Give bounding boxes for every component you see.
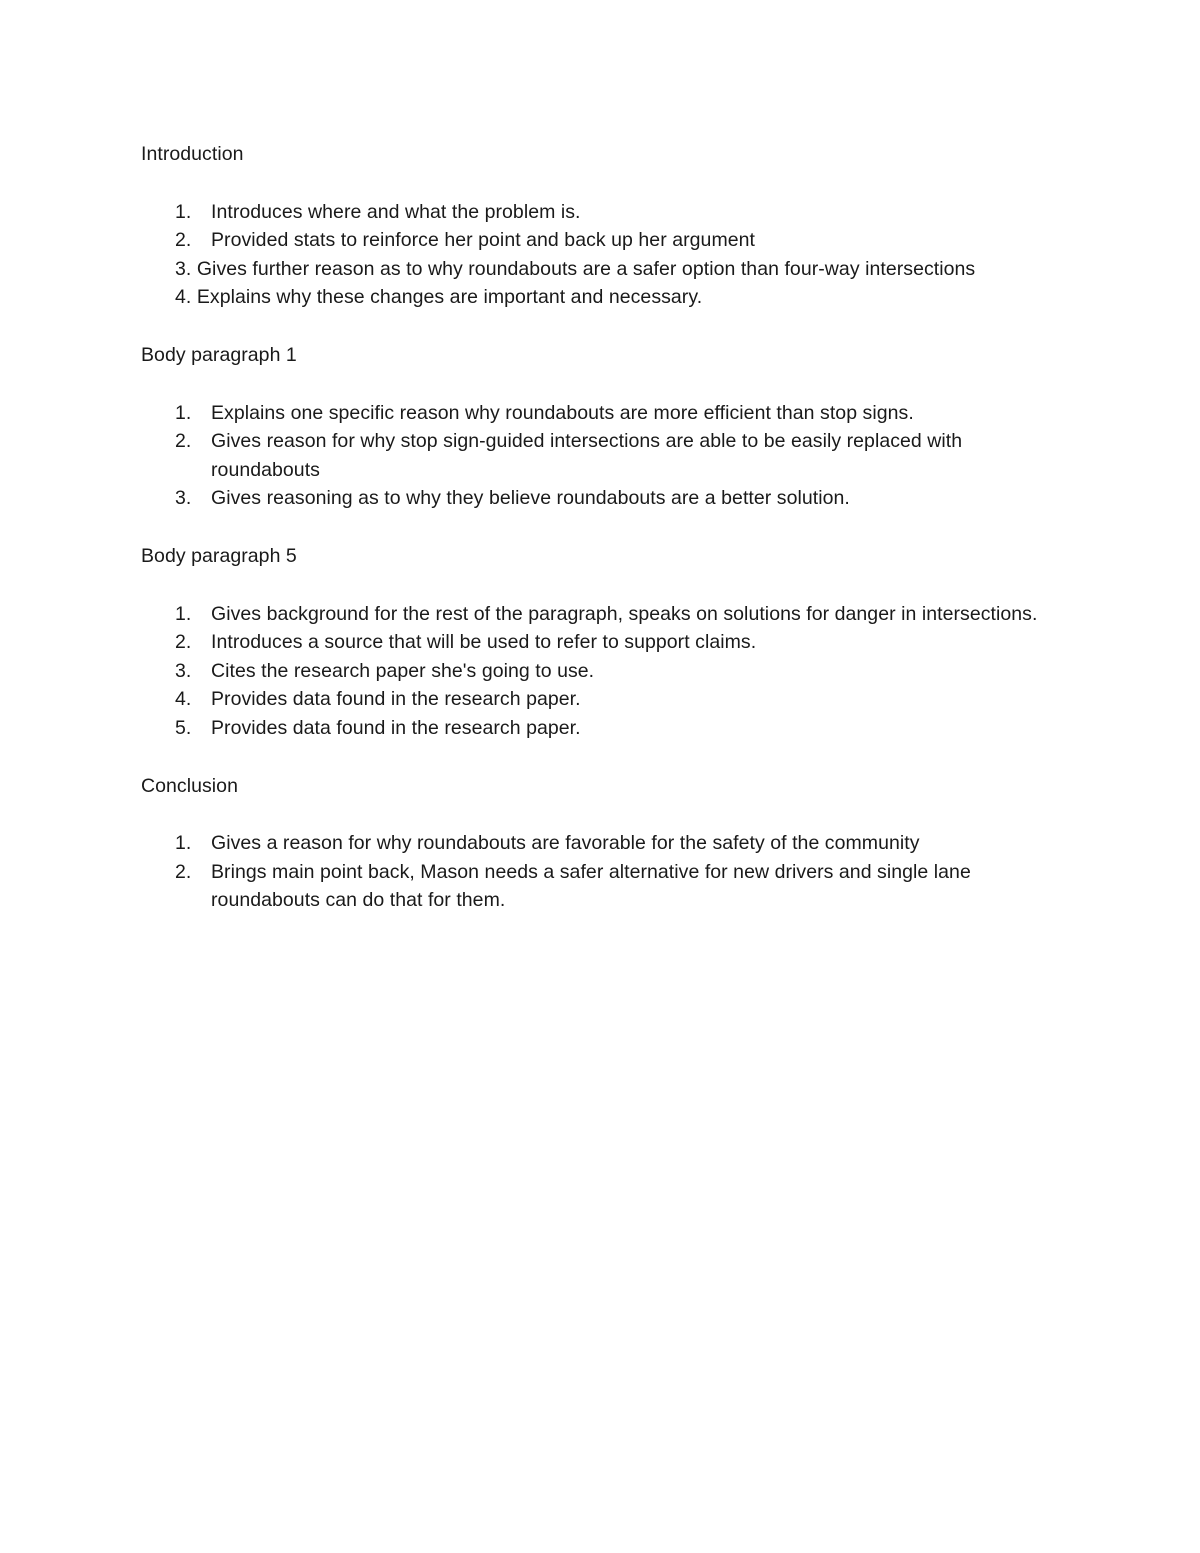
list-number: 4. [175,286,192,309]
list-item-text: Explains one specific reason why roundabouts are more efficient than stop signs. [211,401,914,424]
section-heading: Conclusion [141,774,238,797]
list-item-text: Cites the research paper she's going to use. [211,659,595,682]
section-body-paragraph-5 [141,542,1071,743]
list-item [141,858,1071,915]
list-item [141,657,1071,686]
list-item [141,600,1071,629]
numbered-list [141,399,1071,513]
list-item-text: Provides data found in the research paper. [211,688,581,711]
list-item-text: Gives reason for why stop sign-guided intersections are able to be easily replaced with roundabouts [211,430,963,481]
list-number: 3. [175,659,192,682]
numbered-list [141,198,1071,312]
list-item [141,714,1071,743]
list-number: 2. [175,229,192,252]
numbered-list [141,829,1071,915]
list-item-text: Provided stats to reinforce her point and back up her argument [211,229,755,252]
section-heading: Introduction [141,143,244,165]
list-item [141,226,1071,255]
list-item-text: Provides data found in the research paper. [211,716,581,739]
list-item-text: Gives reasoning as to why they believe roundabouts are a better solution. [211,487,850,510]
list-number: 1. [175,602,192,625]
list-item [141,829,1071,858]
list-item [141,628,1071,657]
list-number: 1. [175,401,192,424]
list-item [141,283,1071,312]
list-number: 1. [175,832,192,855]
list-item [141,255,1071,284]
list-item-text: Gives further reason as to why roundabouts are a safer option than four-way intersections [196,257,976,280]
document-body [141,140,1071,944]
list-number: 3. [175,487,192,510]
list-number: 2. [175,860,192,883]
list-item [141,399,1071,428]
list-number: 1. [175,200,192,223]
list-number: 2. [175,631,192,654]
numbered-list [141,600,1071,743]
list-item-text: Introduces a source that will be used to refer to support claims. [211,631,757,654]
list-item [141,484,1071,513]
list-item-text: Explains why these changes are important and necessary. [196,286,703,309]
list-number: 4. [175,688,192,711]
list-item-text: Gives a reason for why roundabouts are favorable for the safety of the community [211,832,920,855]
section-heading: Body paragraph 1 [141,343,297,366]
list-item-text: Brings main point back, Mason needs a safer alternative for new drivers and single lane roundabouts can do that for them. [211,860,971,912]
list-item [141,198,1071,227]
section-conclusion [141,772,1071,915]
section-heading: Body paragraph 5 [141,544,297,567]
list-number: 5. [175,716,192,739]
list-item [141,685,1071,714]
list-number: 2. [175,430,192,453]
list-item-text: Gives background for the rest of the paragraph, speaks on solutions for danger in intersections. [211,602,1038,625]
section-introduction [141,140,1071,312]
list-number: 3. [175,257,192,280]
section-body-paragraph-1 [141,341,1071,513]
list-item-text: Introduces where and what the problem is. [211,200,581,223]
list-item [141,427,1071,484]
